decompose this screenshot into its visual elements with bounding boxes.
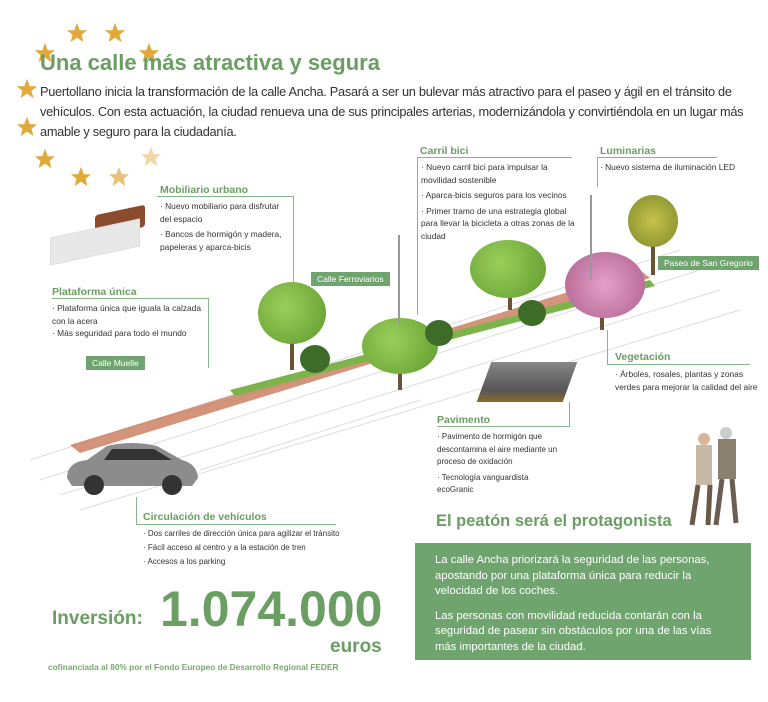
pavimento-heading: Pavimento bbox=[437, 414, 491, 426]
vegetacion-list bbox=[615, 368, 760, 396]
circulacion-list bbox=[143, 528, 343, 570]
pavimento-list bbox=[437, 431, 562, 500]
star-icon bbox=[16, 116, 38, 138]
list-item: · Tecnología vanguardista ecoGranic bbox=[437, 472, 529, 494]
investment-note: cofinanciada al 80% por el Fondo Europeo de Desarrollo Regional FEDER bbox=[48, 662, 339, 672]
page-title: Una calle más atractiva y segura bbox=[40, 50, 380, 75]
pedestrian-info-box bbox=[415, 543, 751, 660]
list-item: · Más seguridad para todo el mundo bbox=[52, 328, 187, 338]
list-item: · Bancos de hormigón y madera, papeleras y aparca-bicis bbox=[160, 229, 282, 252]
pedestrian-paragraph: Las personas con movilidad reducida contarán con la seguridad de pasear sin obstáculos por una de las vías más importantes de la ciudad. bbox=[435, 609, 712, 653]
star-icon bbox=[140, 146, 162, 168]
street-label-san-gregorio: Paseo de San Gregorio bbox=[658, 256, 759, 270]
list-item: · Árboles, rosales, plantas y zonas verdes para mejorar la calidad del aire bbox=[615, 369, 758, 392]
street-label-muelle: Calle Muelle bbox=[86, 356, 145, 370]
list-item: · Nuevo carril bici para impulsar la movilidad sostenible bbox=[421, 162, 548, 185]
street-lamp bbox=[398, 235, 400, 325]
plataforma-heading: Plataforma única bbox=[52, 286, 137, 298]
list-item: · Primer tramo de una estrategia global para llevar la bicicleta a otras zonas de la ciudad bbox=[421, 205, 575, 241]
list-item: · Dos carriles de dirección única para agilizar el tránsito bbox=[143, 529, 340, 538]
pedestrian-paragraph: La calle Ancha priorizará la seguridad de las personas, apostando por una plataforma única para reducir la velocidad de los coches. bbox=[435, 554, 710, 597]
star-icon bbox=[16, 78, 38, 100]
investment-unit: euros bbox=[330, 636, 382, 657]
list-item: · Accesos a los parking bbox=[143, 557, 226, 566]
mobiliario-heading: Mobiliario urbano bbox=[160, 184, 249, 196]
carril-list bbox=[421, 161, 581, 245]
star-icon bbox=[34, 148, 56, 170]
list-item: · Nuevo mobiliario para disfrutar del espacio bbox=[160, 201, 280, 224]
elderly-couple-image bbox=[686, 425, 746, 530]
list-item: · Plataforma única que iguala la calzada con la acera bbox=[52, 303, 201, 326]
investment-label: Inversión: bbox=[52, 608, 143, 629]
carril-heading: Carril bici bbox=[420, 145, 469, 157]
investment-amount: 1.074.000 bbox=[160, 581, 383, 637]
street-label-ferroviarios: Calle Ferroviarios bbox=[311, 272, 390, 286]
pedestrian-heading: El peatón será el protagonista bbox=[436, 512, 672, 530]
list-item: · Nuevo sistema de iluminación LED bbox=[600, 162, 735, 172]
vegetacion-heading: Vegetación bbox=[615, 351, 671, 363]
luminarias-list bbox=[600, 161, 760, 177]
mobiliario-list bbox=[160, 200, 285, 256]
street-lamp bbox=[590, 195, 592, 280]
star-icon bbox=[66, 22, 88, 44]
star-icon bbox=[108, 166, 130, 188]
star-icon bbox=[70, 166, 92, 188]
car-image bbox=[62, 440, 202, 496]
intro-text: Puertollano inicia la transformación de la calle Ancha. Pasará a ser un bulevar más atractivo para el paseo y ágil en el tránsito de vehículos. Con esta actuación, la ciudad renueva una de sus principales arterias, modernizándola y convirtiéndola en un lugar más amable y seguro para la ciudadanía. bbox=[40, 84, 744, 139]
luminarias-heading: Luminarias bbox=[600, 145, 657, 157]
star-icon bbox=[104, 22, 126, 44]
plataforma-list bbox=[52, 302, 202, 343]
list-item: · Fácil acceso al centro y a la estación de tren bbox=[143, 543, 306, 552]
list-item: · Pavimento de hormigón que descontamina el aire mediante un proceso de oxidación bbox=[437, 432, 558, 466]
circulacion-heading: Circulación de vehículos bbox=[143, 511, 267, 523]
paving-block-image bbox=[477, 362, 578, 402]
list-item: · Aparca-bicis seguros para los vecinos bbox=[421, 190, 567, 200]
